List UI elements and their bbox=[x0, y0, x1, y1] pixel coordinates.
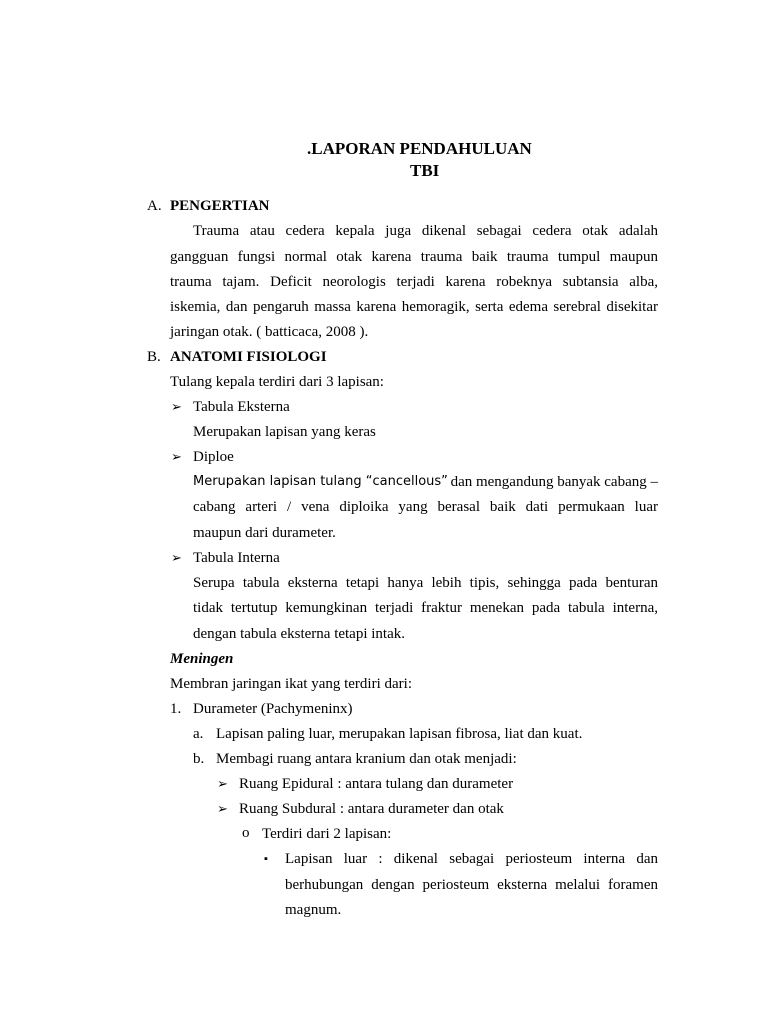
arrow-bullet-icon: ➢ bbox=[217, 776, 228, 791]
layer-description-part: dan mengandung banyak cabang – bbox=[450, 474, 658, 490]
arrow-bullet-icon: ➢ bbox=[171, 550, 182, 565]
space-item-text: Ruang Subdural : antara durameter dan otak bbox=[239, 801, 504, 817]
layer-description: Serupa tabula eksterna tetapi hanya lebih tipis, sehingga pada benturan bbox=[193, 575, 658, 591]
section-a-heading: PENGERTIAN bbox=[170, 198, 270, 214]
section-a-para-line: Trauma atau cedera kepala juga dikenal sebagai cedera otak adalah bbox=[193, 223, 658, 239]
document-title: .LAPORAN PENDAHULUAN bbox=[307, 139, 532, 158]
alpha-marker: a. bbox=[193, 726, 204, 742]
document-subtitle: TBI bbox=[410, 161, 440, 180]
layer-label: Tabula Eksterna bbox=[193, 399, 290, 415]
space-item-text: Ruang Epidural : antara tulang dan durameter bbox=[239, 776, 514, 792]
circle-bullet-icon: o bbox=[242, 825, 250, 841]
numbered-item-label: Durameter (Pachymeninx) bbox=[193, 701, 353, 717]
meningen-heading: Meningen bbox=[170, 651, 234, 667]
layer-description-part: Merupakan lapisan tulang “cancellous” bbox=[193, 474, 448, 489]
square-item-text: magnum. bbox=[285, 902, 342, 918]
layer-label: Diploe bbox=[193, 449, 234, 465]
section-b-intro: Tulang kepala terdiri dari 3 lapisan: bbox=[170, 374, 384, 390]
square-item-text: Lapisan luar : dikenal sebagai periosteum interna dan bbox=[285, 851, 658, 867]
alpha-item-text: Membagi ruang antara kranium dan otak menjadi: bbox=[216, 751, 517, 767]
layer-description: maupun dari durameter. bbox=[193, 525, 336, 541]
layer-label: Tabula Interna bbox=[193, 550, 280, 566]
section-a-marker: A. bbox=[147, 198, 162, 214]
square-bullet-icon: ▪ bbox=[264, 853, 268, 865]
layer-description bbox=[193, 473, 658, 491]
alpha-marker: b. bbox=[193, 751, 205, 767]
arrow-bullet-icon: ➢ bbox=[217, 801, 228, 816]
section-a-para-line: gangguan fungsi normal otak karena trauma baik trauma tumpul maupun bbox=[170, 249, 658, 265]
section-a-para-line: jaringan otak. ( batticaca, 2008 ). bbox=[170, 324, 369, 340]
circle-item-text: Terdiri dari 2 lapisan: bbox=[262, 826, 392, 842]
section-a-para-line: iskemia, dan pengaruh massa karena hemoragik, serta edema serebral disekitar bbox=[170, 299, 658, 315]
layer-description: dengan tabula eksterna tetapi intak. bbox=[193, 626, 405, 642]
section-b-heading: ANATOMI FISIOLOGI bbox=[170, 349, 327, 365]
section-b-marker: B. bbox=[147, 349, 161, 365]
numbered-marker: 1. bbox=[170, 701, 182, 717]
arrow-bullet-icon: ➢ bbox=[171, 399, 182, 414]
arrow-bullet-icon: ➢ bbox=[171, 449, 182, 464]
meningen-intro: Membran jaringan ikat yang terdiri dari: bbox=[170, 676, 412, 692]
layer-description: tidak tertutup kemungkinan terjadi fraktur menekan pada tabula interna, bbox=[193, 600, 658, 616]
square-item-text: berhubungan dengan periosteum eksterna melalui foramen bbox=[285, 877, 658, 893]
layer-description: cabang arteri / vena diploika yang berasal baik dati permukaan luar bbox=[193, 499, 658, 515]
section-a-para-line: trauma tajam. Deficit neorologis terjadi karena robeknya subtansia alba, bbox=[170, 274, 658, 290]
layer-description: Merupakan lapisan yang keras bbox=[193, 424, 376, 440]
alpha-item-text: Lapisan paling luar, merupakan lapisan fibrosa, liat dan kuat. bbox=[216, 726, 583, 742]
